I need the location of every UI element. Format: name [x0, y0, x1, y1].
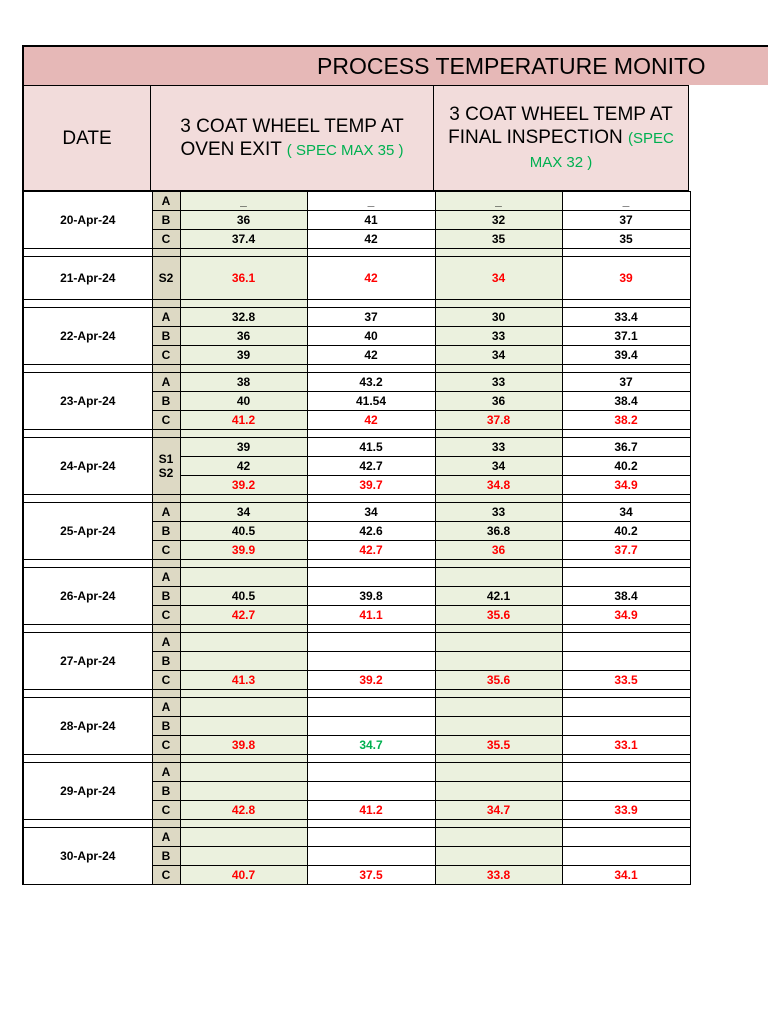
- spacer-cell: [307, 495, 435, 503]
- temp-reading-cell[interactable]: 39.8: [180, 736, 307, 755]
- shift-cell[interactable]: A: [152, 763, 180, 782]
- shift-cell[interactable]: C: [152, 736, 180, 755]
- spacer-cell: [435, 300, 562, 308]
- temp-reading-cell[interactable]: [435, 698, 562, 717]
- temp-reading-cell[interactable]: 34.9: [562, 476, 690, 495]
- temp-reading-cell[interactable]: 36: [180, 327, 307, 346]
- temp-reading-cell[interactable]: 38.4: [562, 392, 690, 411]
- spacer-cell: [562, 625, 690, 633]
- group-spacer: [23, 365, 690, 373]
- temp-reading-cell[interactable]: [562, 717, 690, 736]
- header-oven-exit-label: 3 COAT WHEEL TEMP AT OVEN EXIT: [180, 115, 404, 160]
- temp-reading-cell[interactable]: 37: [562, 373, 690, 392]
- header-oven-exit-spec: ( SPEC MAX 35 ): [286, 141, 404, 159]
- temp-reading-cell[interactable]: [180, 568, 307, 587]
- temp-reading-cell[interactable]: 36.7: [562, 438, 690, 457]
- temp-reading-cell[interactable]: 34.1: [562, 866, 690, 885]
- group-spacer: [23, 495, 690, 503]
- temp-reading-cell[interactable]: [435, 568, 562, 587]
- spacer-cell: [435, 365, 562, 373]
- temp-reading-cell[interactable]: 33: [435, 503, 562, 522]
- shift-label: S1: [158, 452, 174, 466]
- temp-reading-cell[interactable]: 37.7: [562, 541, 690, 560]
- date-cell[interactable]: 27-Apr-24: [23, 633, 152, 690]
- table-row: [23, 568, 690, 587]
- temp-reading-cell[interactable]: [562, 828, 690, 847]
- temp-reading-cell[interactable]: 34: [562, 503, 690, 522]
- group-spacer: [23, 300, 690, 308]
- temp-reading-cell[interactable]: [307, 633, 435, 652]
- spacer-cell: [562, 560, 690, 568]
- temp-reading-cell[interactable]: 42.7: [307, 457, 435, 476]
- temp-reading-cell[interactable]: 42: [307, 411, 435, 430]
- spacer-cell: [307, 625, 435, 633]
- date-cell[interactable]: 28-Apr-24: [23, 698, 152, 755]
- spacer-cell: [307, 249, 435, 257]
- spacer-cell: [180, 365, 307, 373]
- shift-cell[interactable]: C: [152, 671, 180, 690]
- temp-reading-cell[interactable]: 33.8: [435, 866, 562, 885]
- spacer-cell: [23, 560, 152, 568]
- temp-reading-cell[interactable]: 33.4: [562, 308, 690, 327]
- spacer-cell: [307, 755, 435, 763]
- temp-reading-cell[interactable]: [562, 568, 690, 587]
- date-cell[interactable]: 20-Apr-24: [23, 192, 152, 249]
- temp-reading-cell[interactable]: 37: [307, 308, 435, 327]
- table-row: [23, 438, 690, 457]
- shift-label: S2: [158, 466, 174, 480]
- temp-reading-cell[interactable]: 42: [180, 457, 307, 476]
- temp-reading-cell[interactable]: 37.1: [562, 327, 690, 346]
- spacer-cell: [23, 300, 152, 308]
- spacer-cell: [307, 690, 435, 698]
- group-spacer: [23, 820, 690, 828]
- shift-cell[interactable]: C: [152, 606, 180, 625]
- spacer-cell: [562, 300, 690, 308]
- spacer-cell: [307, 300, 435, 308]
- temp-reading-cell[interactable]: 30: [435, 308, 562, 327]
- temp-reading-cell[interactable]: 38.2: [562, 411, 690, 430]
- temp-reading-cell[interactable]: [435, 717, 562, 736]
- shift-cell[interactable]: B: [152, 652, 180, 671]
- temp-reading-cell[interactable]: 41.5: [307, 438, 435, 457]
- table-row: [23, 192, 690, 211]
- shift-cell[interactable]: B: [152, 522, 180, 541]
- spacer-cell: [152, 495, 180, 503]
- temp-reading-cell[interactable]: 39.8: [307, 587, 435, 606]
- spacer-cell: [180, 625, 307, 633]
- spacer-cell: [152, 690, 180, 698]
- temp-reading-cell[interactable]: [307, 763, 435, 782]
- temp-reading-cell[interactable]: 38: [180, 373, 307, 392]
- spacer-cell: [307, 365, 435, 373]
- temp-reading-cell[interactable]: [435, 652, 562, 671]
- temp-reading-cell[interactable]: [435, 847, 562, 866]
- header-date-label: DATE: [62, 127, 112, 149]
- spacer-cell: [435, 560, 562, 568]
- shift-cell[interactable]: B: [152, 847, 180, 866]
- temp-reading-cell[interactable]: [307, 847, 435, 866]
- temp-reading-cell[interactable]: 32.8: [180, 308, 307, 327]
- temperature-table: [22, 191, 691, 885]
- spacer-cell: [435, 495, 562, 503]
- temp-reading-cell[interactable]: 41.2: [307, 801, 435, 820]
- header-final-inspection[interactable]: [434, 85, 689, 191]
- shift-cell[interactable]: B: [152, 587, 180, 606]
- spacer-cell: [152, 430, 180, 438]
- temp-reading-cell[interactable]: 37.4: [180, 230, 307, 249]
- temp-reading-cell[interactable]: 37.5: [307, 866, 435, 885]
- temp-reading-cell[interactable]: 34: [435, 257, 562, 300]
- temp-reading-cell[interactable]: 40.5: [180, 587, 307, 606]
- spacer-cell: [23, 755, 152, 763]
- temp-reading-cell[interactable]: 32: [435, 211, 562, 230]
- spacer-cell: [435, 430, 562, 438]
- spacer-cell: [23, 625, 152, 633]
- table-row: [23, 503, 690, 522]
- shift-cell[interactable]: C: [152, 541, 180, 560]
- header-oven-exit[interactable]: [151, 85, 434, 191]
- group-spacer: [23, 625, 690, 633]
- temp-reading-cell[interactable]: 40.5: [180, 522, 307, 541]
- temp-reading-cell[interactable]: 40.7: [180, 866, 307, 885]
- temp-reading-cell[interactable]: 42.7: [180, 606, 307, 625]
- shift-cell[interactable]: [152, 438, 180, 495]
- temp-reading-cell[interactable]: 36: [435, 541, 562, 560]
- group-spacer: [23, 755, 690, 763]
- temp-reading-cell[interactable]: 38.4: [562, 587, 690, 606]
- shift-cell[interactable]: A: [152, 828, 180, 847]
- spacer-cell: [23, 820, 152, 828]
- shift-cell[interactable]: C: [152, 230, 180, 249]
- shift-cell[interactable]: A: [152, 192, 180, 211]
- temp-reading-cell[interactable]: 34.9: [562, 606, 690, 625]
- spacer-cell: [435, 755, 562, 763]
- temp-reading-cell[interactable]: 39.2: [180, 476, 307, 495]
- temp-reading-cell[interactable]: 42: [307, 346, 435, 365]
- date-cell[interactable]: 22-Apr-24: [23, 308, 152, 365]
- spacer-cell: [152, 625, 180, 633]
- temp-reading-cell[interactable]: [307, 717, 435, 736]
- temp-reading-cell[interactable]: [435, 782, 562, 801]
- temp-reading-cell[interactable]: [307, 652, 435, 671]
- temp-reading-cell[interactable]: [307, 568, 435, 587]
- spacer-cell: [180, 300, 307, 308]
- temp-reading-cell[interactable]: 40.2: [562, 457, 690, 476]
- temp-reading-cell[interactable]: _: [307, 192, 435, 211]
- spacer-cell: [562, 249, 690, 257]
- table-row: [23, 763, 690, 782]
- spacer-cell: [152, 249, 180, 257]
- temp-reading-cell[interactable]: 42: [307, 230, 435, 249]
- sheet-title: PROCESS TEMPERATURE MONITO: [317, 53, 706, 79]
- spacer-cell: [152, 365, 180, 373]
- temp-reading-cell[interactable]: [180, 633, 307, 652]
- temp-reading-cell[interactable]: [180, 652, 307, 671]
- temp-reading-cell[interactable]: [562, 698, 690, 717]
- date-cell[interactable]: 29-Apr-24: [23, 763, 152, 820]
- temp-reading-cell[interactable]: 43.2: [307, 373, 435, 392]
- spacer-cell: [562, 430, 690, 438]
- temp-reading-cell[interactable]: 35: [562, 230, 690, 249]
- shift-cell[interactable]: B: [152, 782, 180, 801]
- shift-cell[interactable]: B: [152, 717, 180, 736]
- temp-reading-cell[interactable]: 39: [180, 346, 307, 365]
- temp-reading-cell[interactable]: [180, 828, 307, 847]
- shift-cell[interactable]: A: [152, 568, 180, 587]
- temp-reading-cell[interactable]: [435, 828, 562, 847]
- temp-reading-cell[interactable]: [307, 782, 435, 801]
- group-spacer: [23, 560, 690, 568]
- spacer-cell: [435, 249, 562, 257]
- temp-reading-cell[interactable]: 34.7: [307, 736, 435, 755]
- temp-reading-cell[interactable]: [180, 782, 307, 801]
- date-cell[interactable]: 30-Apr-24: [23, 828, 152, 885]
- spacer-cell: [23, 690, 152, 698]
- temp-reading-cell[interactable]: 40: [307, 327, 435, 346]
- temp-reading-cell[interactable]: 35.6: [435, 671, 562, 690]
- spacer-cell: [152, 300, 180, 308]
- temp-reading-cell[interactable]: [180, 698, 307, 717]
- shift-cell[interactable]: A: [152, 308, 180, 327]
- spacer-cell: [180, 755, 307, 763]
- temp-reading-cell[interactable]: 39.9: [180, 541, 307, 560]
- shift-cell[interactable]: C: [152, 866, 180, 885]
- shift-cell[interactable]: A: [152, 373, 180, 392]
- temp-reading-cell[interactable]: _: [180, 192, 307, 211]
- shift-cell[interactable]: A: [152, 633, 180, 652]
- date-cell[interactable]: 24-Apr-24: [23, 438, 152, 495]
- temp-reading-cell[interactable]: 33: [435, 438, 562, 457]
- temp-reading-cell[interactable]: 41.2: [180, 411, 307, 430]
- title-bar: [22, 45, 768, 85]
- temp-reading-cell[interactable]: 34.8: [435, 476, 562, 495]
- spacer-cell: [562, 495, 690, 503]
- spacer-cell: [23, 365, 152, 373]
- spacer-cell: [307, 820, 435, 828]
- temp-reading-cell[interactable]: 34.7: [435, 801, 562, 820]
- temp-reading-cell[interactable]: 42: [307, 257, 435, 300]
- temp-reading-cell[interactable]: 37: [562, 211, 690, 230]
- temp-reading-cell[interactable]: 36.8: [435, 522, 562, 541]
- temp-reading-cell[interactable]: 35.6: [435, 606, 562, 625]
- header-date[interactable]: [22, 85, 151, 191]
- spacer-cell: [180, 820, 307, 828]
- temp-reading-cell[interactable]: 33.1: [562, 736, 690, 755]
- spacer-cell: [435, 625, 562, 633]
- shift-cell[interactable]: C: [152, 411, 180, 430]
- shift-cell[interactable]: A: [152, 503, 180, 522]
- date-cell[interactable]: 26-Apr-24: [23, 568, 152, 625]
- temp-reading-cell[interactable]: 40.2: [562, 522, 690, 541]
- spacer-cell: [152, 560, 180, 568]
- temp-reading-cell[interactable]: [435, 633, 562, 652]
- date-cell[interactable]: 21-Apr-24: [23, 257, 152, 300]
- spacer-cell: [23, 495, 152, 503]
- temp-reading-cell[interactable]: 35.5: [435, 736, 562, 755]
- temp-reading-cell[interactable]: 34: [180, 503, 307, 522]
- spacer-cell: [23, 430, 152, 438]
- temp-reading-cell[interactable]: 42.7: [307, 541, 435, 560]
- spacer-cell: [180, 430, 307, 438]
- temp-reading-cell[interactable]: 39.4: [562, 346, 690, 365]
- shift-cell[interactable]: C: [152, 801, 180, 820]
- shift-cell[interactable]: S2: [152, 257, 180, 300]
- temp-reading-cell[interactable]: 41.3: [180, 671, 307, 690]
- temp-reading-cell[interactable]: [307, 698, 435, 717]
- temp-reading-cell[interactable]: 37.8: [435, 411, 562, 430]
- temp-reading-cell[interactable]: 39.7: [307, 476, 435, 495]
- spacer-cell: [562, 755, 690, 763]
- spacer-cell: [307, 560, 435, 568]
- spacer-cell: [152, 755, 180, 763]
- temp-reading-cell[interactable]: 34: [435, 346, 562, 365]
- temp-reading-cell[interactable]: 40: [180, 392, 307, 411]
- date-cell[interactable]: 23-Apr-24: [23, 373, 152, 430]
- table-row: [23, 633, 690, 652]
- group-spacer: [23, 430, 690, 438]
- table-row: [23, 257, 690, 300]
- table-row: [23, 828, 690, 847]
- temp-reading-cell[interactable]: _: [562, 192, 690, 211]
- temp-reading-cell[interactable]: [435, 763, 562, 782]
- temp-reading-cell[interactable]: 35: [435, 230, 562, 249]
- temp-reading-cell[interactable]: [307, 828, 435, 847]
- temp-reading-cell[interactable]: 42.1: [435, 587, 562, 606]
- spacer-cell: [180, 690, 307, 698]
- spacer-cell: [562, 365, 690, 373]
- spacer-cell: [307, 430, 435, 438]
- spacer-cell: [152, 820, 180, 828]
- temp-reading-cell[interactable]: 39.2: [307, 671, 435, 690]
- temp-reading-cell[interactable]: 33.9: [562, 801, 690, 820]
- shift-cell[interactable]: B: [152, 392, 180, 411]
- group-spacer: [23, 690, 690, 698]
- group-spacer: [23, 249, 690, 257]
- shift-cell[interactable]: A: [152, 698, 180, 717]
- shift-cell[interactable]: C: [152, 346, 180, 365]
- temp-reading-cell[interactable]: 39: [180, 438, 307, 457]
- temp-reading-cell[interactable]: 39: [562, 257, 690, 300]
- temp-reading-cell[interactable]: 36.1: [180, 257, 307, 300]
- temp-reading-cell[interactable]: 34: [435, 457, 562, 476]
- temp-reading-cell[interactable]: [180, 847, 307, 866]
- temp-reading-cell[interactable]: 42.6: [307, 522, 435, 541]
- spacer-cell: [180, 560, 307, 568]
- header-final-inspection-spec: (SPEC MAX 32 ): [529, 129, 674, 171]
- temp-reading-cell[interactable]: 33.5: [562, 671, 690, 690]
- temp-reading-cell[interactable]: [562, 763, 690, 782]
- temp-reading-cell[interactable]: 33: [435, 373, 562, 392]
- temp-reading-cell[interactable]: 34: [307, 503, 435, 522]
- temp-reading-cell[interactable]: 41: [307, 211, 435, 230]
- temp-reading-cell[interactable]: [562, 782, 690, 801]
- spacer-cell: [180, 495, 307, 503]
- temp-reading-cell[interactable]: 36: [435, 392, 562, 411]
- spacer-cell: [562, 820, 690, 828]
- header-final-inspection-label: 3 COAT WHEEL TEMP AT FINAL INSPECTION: [448, 103, 673, 148]
- spacer-cell: [435, 690, 562, 698]
- temp-reading-cell[interactable]: [562, 847, 690, 866]
- temp-reading-cell[interactable]: 33: [435, 327, 562, 346]
- temp-reading-cell[interactable]: 41.54: [307, 392, 435, 411]
- spacer-cell: [562, 690, 690, 698]
- temp-reading-cell[interactable]: 36: [180, 211, 307, 230]
- table-row: [23, 698, 690, 717]
- spacer-cell: [435, 820, 562, 828]
- table-row: [23, 373, 690, 392]
- temp-reading-cell[interactable]: [562, 633, 690, 652]
- spacer-cell: [180, 249, 307, 257]
- shift-cell[interactable]: B: [152, 327, 180, 346]
- spacer-cell: [23, 249, 152, 257]
- temp-reading-cell[interactable]: _: [435, 192, 562, 211]
- temp-reading-cell[interactable]: 41.1: [307, 606, 435, 625]
- shift-cell[interactable]: B: [152, 211, 180, 230]
- date-cell[interactable]: 25-Apr-24: [23, 503, 152, 560]
- temp-reading-cell[interactable]: [562, 652, 690, 671]
- temp-reading-cell[interactable]: [180, 717, 307, 736]
- table-row: [23, 308, 690, 327]
- temp-reading-cell[interactable]: [180, 763, 307, 782]
- temp-reading-cell[interactable]: 42.8: [180, 801, 307, 820]
